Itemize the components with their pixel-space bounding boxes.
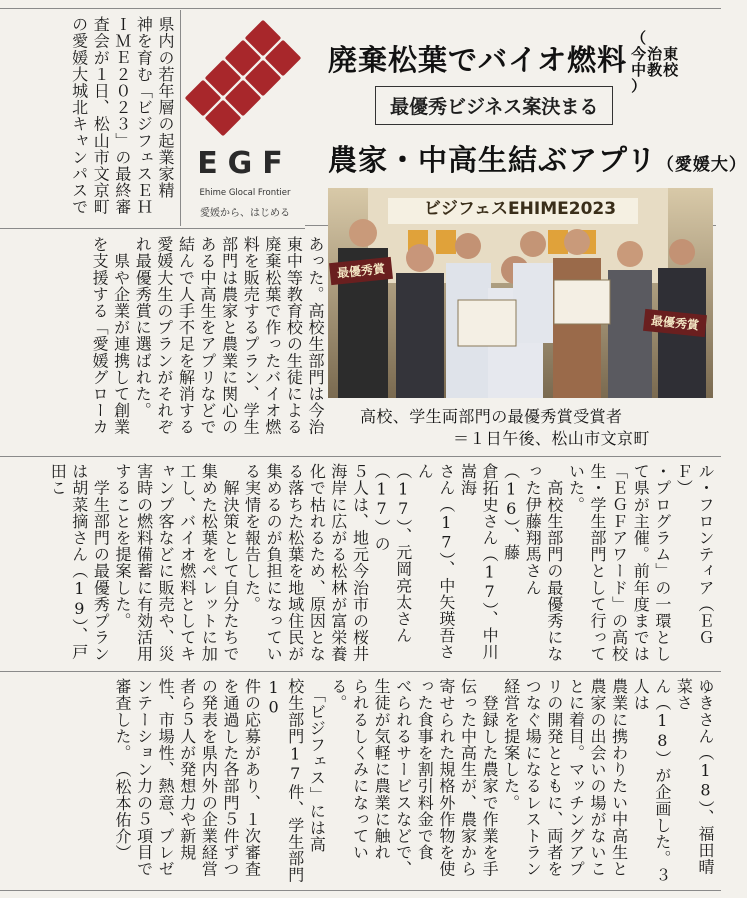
- lower-rule: [0, 671, 721, 672]
- article-column-4: ゆきさん（18）、福田晴菜さ ん（18）が企画した。３人は 農業に携わりたい中高生と 農家の出会いの場がないこ とに着目。マッチングアプ リの開発とともに、両者を つなぐ場になるレストラン 経営を提案した。 登録した農家で作業を手 伝った中高生が、農家から 寄せられた規格外作物を使 った食事を割引料金で食 べられるサービスなどで、 生徒が気軽に農業に触れ られるしくみになってい る。 「ビジフェス」には高 校生部門17件、学生部門10 件の応募があり、１次審査 を通過した各部門５件ずつ の発表を県内外の企業経営 者ら５人が発想力や新規 性、市場性、熱意、プレゼ ンテーション力の５項目で 審査した。 （松本佑介）: [112, 678, 715, 884]
- headline-text: 廃棄松葉でバイオ燃料: [328, 43, 628, 77]
- logo-mark: EGF: [197, 146, 293, 181]
- school-tag: （ 今治東 中教校 ）: [631, 29, 680, 95]
- left-tier-rule: [0, 228, 305, 229]
- logo-tagline: 愛媛から、はじめる: [200, 208, 290, 219]
- award-ceremony-photo: [328, 188, 713, 398]
- boxed-subheadline: 最優秀ビジネス案決まる: [375, 86, 613, 125]
- logo-name: Ehime Glocal Frontier: [199, 188, 291, 198]
- article-column-2: あった。高校生部門は今治 東中等教育校の生徒による 廃棄松葉で作ったバイオ燃 料を販売するプラン、学生 部門は農家と農業に関心の ある中高生をアプリなどで 結んで人手不足を解消する 愛媛大生のプランがそれぞ れ最優秀賞に選ばれた。 県や企業が連携して創業 を支援する「愛媛グローカ: [90, 236, 325, 436]
- main-headline: [328, 30, 679, 94]
- photo-banner: ビジフェスEHIME2023: [423, 199, 617, 219]
- mid-rule: [0, 456, 721, 457]
- award-card-left: 最優秀賞: [329, 257, 393, 285]
- article-column-3: ル・フロンティア（ＥＧＦ） ・プログラム」の一環とし て県が主催。前年度までは 「ＥＧＦアワード」の高校 生・学生部門として行って いた。 高校生部門の最優秀にな った伊藤翔馬さん（16）、藤 倉拓史さん（17）、中川嵩海 さん（17）、中矢瑛吾さん （17）、元岡亮太さん（17）の ５人は、地元今治市の桜井 海岸に広がる松林が富栄養 化で枯れるため、原因とな る落ちた松葉を地域住民が 集めるのが負担になってい る実情を報告した。 解決策として自分たちで 集めた松葉をペレットに加 工し、バイオ燃料としてキ ャンプ客などに販売や、災 害時の燃料備蓄に有効活用 することを提案した。 学生部門の最優秀プラン は胡菜摘さん（19）、戸田こ: [48, 463, 715, 663]
- egf-logo: [185, 18, 305, 223]
- article-column-1: 県内の若年層の起業家精 神を育む「ビジフェスＥＨ ＩＭＥ２０２３」の最終審 査会が１日、松山市文京町 の愛媛大城北キャンパスで: [69, 16, 175, 216]
- photo-caption-line2: ＝１日午後、松山市文京町: [453, 429, 650, 448]
- bottom-rule: [0, 890, 721, 891]
- top-rule: [0, 8, 721, 9]
- university-tag: （愛媛大）: [656, 155, 747, 175]
- award-card-right: 最優秀賞: [643, 309, 707, 337]
- second-headline: [328, 138, 747, 179]
- egf-diamond-icon: [185, 18, 305, 138]
- headline-text-2: 農家・中高生結ぶアプリ: [328, 143, 657, 177]
- photo-caption-line1: 高校、学生両部門の最優秀賞受賞者: [360, 407, 623, 426]
- award-photo: [328, 188, 713, 398]
